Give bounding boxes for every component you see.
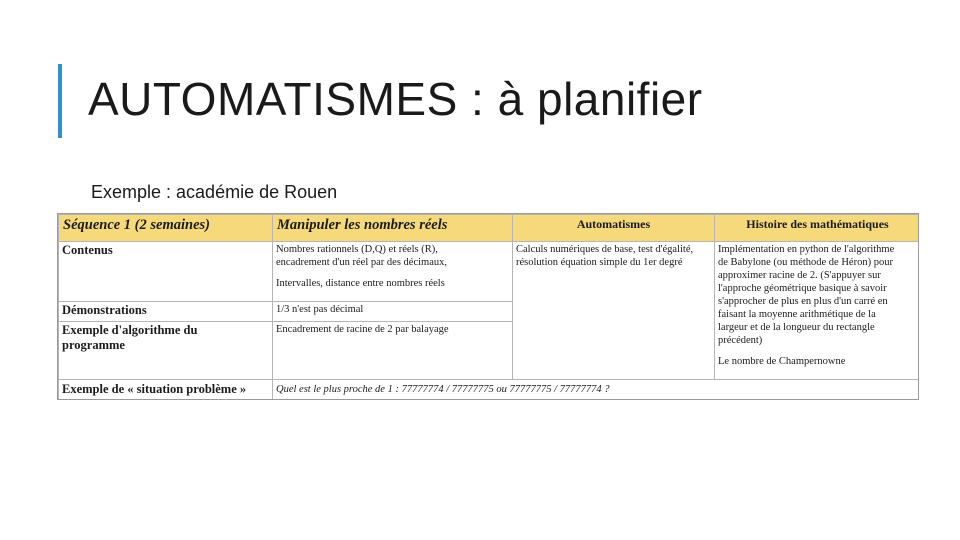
row-label-situation: Exemple de « situation problème »: [59, 380, 273, 400]
table-header-row: [59, 215, 920, 242]
histoire-extra: Le nombre de Champernowne: [718, 356, 846, 367]
title-accent-bar: [58, 64, 62, 138]
histoire-line: s'approcher de plus en plus d'un carré en: [718, 296, 888, 307]
header-theme: Manipuler les nombres réels: [273, 215, 513, 242]
algorithme-cell: Encadrement de racine de 2 par balayage: [273, 322, 513, 380]
header-histoire: Histoire des mathématiques: [715, 215, 920, 242]
header-automatismes: Automatismes: [513, 215, 715, 242]
histoire-line: faisant la moyenne arithmétique de la: [718, 309, 876, 320]
contenus-line: encadrement d'un réel par des décimaux,: [276, 257, 447, 268]
situation-question: Quel est le plus proche de 1 : 77777774 / 77777775 ou 77777775 / 77777774 ?: [273, 380, 920, 400]
histoire-line: approximer racine de 2. (S'appuyer sur: [718, 270, 881, 281]
histoire-line: précédent): [718, 335, 763, 346]
contenus-cell: [273, 242, 513, 302]
table-row: [59, 380, 920, 400]
curriculum-table: [57, 213, 919, 400]
table-row: [59, 242, 920, 302]
slide-title: AUTOMATISMES : à planifier: [88, 73, 703, 125]
header-sequence: Séquence 1 (2 semaines): [59, 215, 273, 242]
contenus-line: Nombres rationnels (D,Q) et réels (R),: [276, 244, 438, 255]
automatismes-cell: [513, 242, 715, 380]
histoire-line: de Babylone (ou méthode de Héron) pour: [718, 257, 893, 268]
demonstrations-cell: 1/3 n'est pas décimal: [273, 302, 513, 322]
histoire-line: l'approche géométrique basique à savoir: [718, 283, 887, 294]
algorithme-label-line: programme: [62, 338, 125, 352]
slide-subtitle: Exemple : académie de Rouen: [91, 182, 338, 202]
automatismes-line: résolution équation simple du 1er degré: [516, 257, 683, 268]
histoire-cell: [715, 242, 920, 380]
automatismes-line: Calculs numériques de base, test d'égalité,: [516, 244, 694, 255]
contenus-line: Intervalles, distance entre nombres réels: [276, 278, 445, 289]
algorithme-label-line: Exemple d'algorithme du: [62, 323, 198, 337]
histoire-line: Implémentation en python de l'algorithme: [718, 244, 895, 255]
row-label-contenus: Contenus: [59, 242, 273, 302]
row-label-demonstrations: Démonstrations: [59, 302, 273, 322]
row-label-algorithme: [59, 322, 273, 380]
histoire-line: largeur et de la longueur du rectangle: [718, 322, 875, 333]
